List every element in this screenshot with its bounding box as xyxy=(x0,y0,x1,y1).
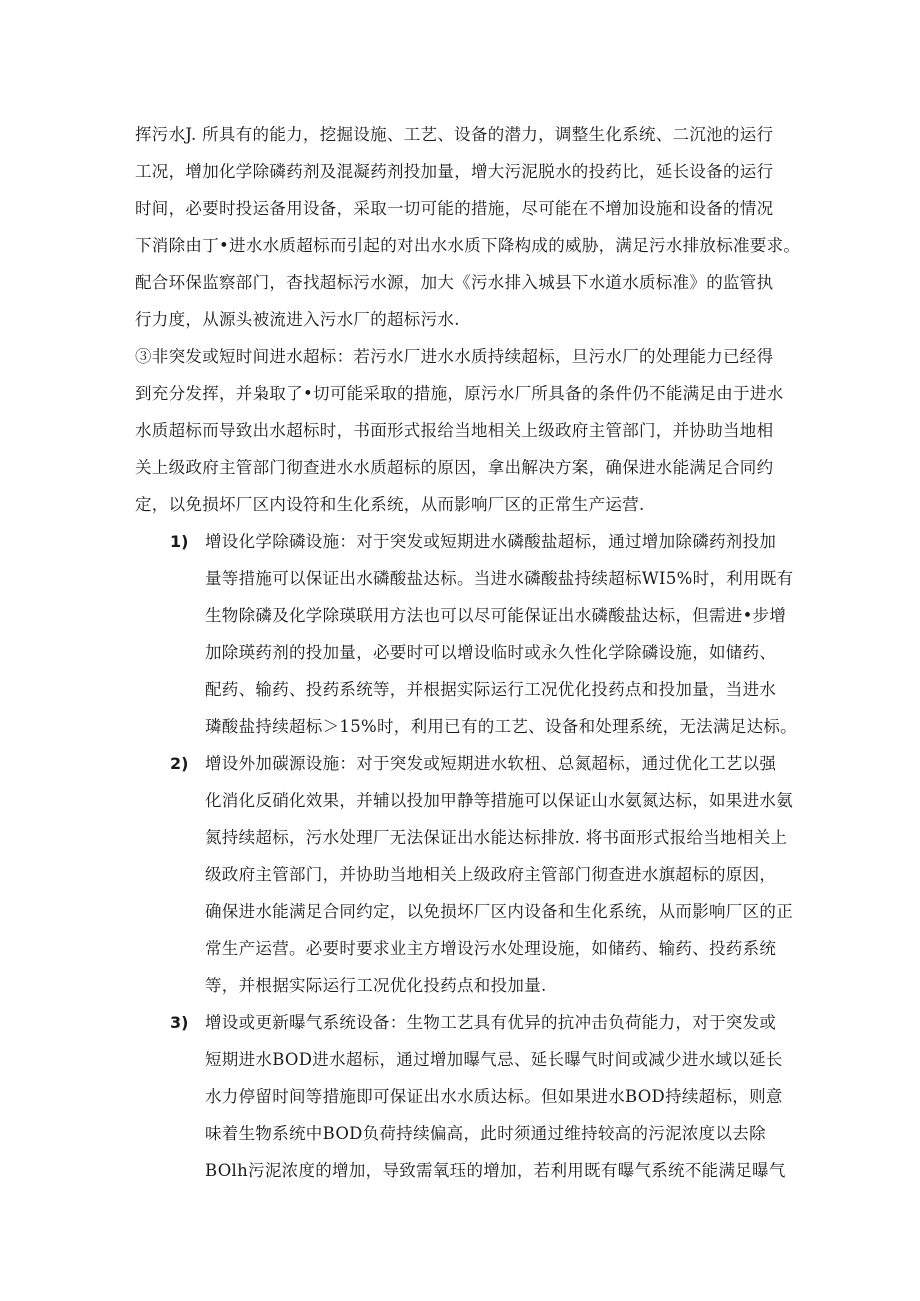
item-2-line: 氮持续超标，污水处理厂无法保证出水能达标排放. 将书面形式报给当地相关上 xyxy=(205,828,788,847)
item-3-line: 短期进水BOD进水超标，通过增加曝气忌、延长曝气时间或减少进水域以延长 xyxy=(205,1050,783,1069)
item-2-line: 级政府主管部门，并协助当地相关上级政府主管部门彻查进水旗超标的原因， xyxy=(205,865,777,884)
paragraph-2-line: 水质超标而导致出水超标时，书面形式报给当地相关上级政府主管部门，并协助当地相 xyxy=(135,421,774,440)
item-2-line: 增设外加碳源设施：对于突发或短期进水软杻、总氮超标，通过优化工艺以强 xyxy=(205,754,777,773)
paragraph-2-line: 关上级政府主管部门彻查进水水质超标的原因，拿出解决方案，确保进水能满足合同约 xyxy=(135,458,774,477)
paragraph-2-line: ③非突发或短时间进水超标：若污水厂进水水质持续超标，旦污水厂的处理能力已经得 xyxy=(135,347,774,366)
paragraph-1-line: 行力度，从源头被流进入污水厂的超标污水. xyxy=(135,310,460,329)
item-3-line: 味着生物系统中BOD负荷持续偏高，此时须通过维持较高的污泥浓度以去除 xyxy=(205,1124,766,1143)
paragraph-1-line: 挥污水J. 所具有的能力，挖掘设施、工艺、设备的潜力，调整生化系统、二沉池的运行 xyxy=(135,125,774,144)
item-2-line: 常生产运营。必要时要求业主方增设污水处理设施，如储药、输药、投药系统 xyxy=(205,939,777,958)
item-2-number: 2) xyxy=(170,754,189,773)
item-2-line: 化消化反硝化效果，并辅以投加甲静等措施可以保证山水氨氮达标，如果进水氨 xyxy=(205,791,793,810)
paragraph-1-line: 配合环保监察部门，杳找超标污水源，加大《污水排入城县下水道水质标准》的监管执 xyxy=(135,273,774,292)
item-1-line: 增设化学除磷设施：对于突发或短期进水磷酸盐超标，通过增加除磷药剂投加 xyxy=(205,532,777,551)
item-1-line: 加除瑛药剂的投加量，必要时可以增设临时或永久性化学除磷设施，如储药、 xyxy=(205,643,777,662)
item-1-line: 配药、输药、投药系统等，并根据实际运行工况优化投药点和投加量，当进水 xyxy=(205,680,777,699)
item-1-line: 量等措施可以保证出水磷酸盐达标。当进水磷酸盐持续超标WI5%时，利用既有 xyxy=(205,569,794,588)
item-3-number: 3) xyxy=(170,1013,189,1032)
item-1-line: 生物除磷及化学除瑛联用方法也可以尽可能保证出水磷酸盐达标，但需进•步增 xyxy=(205,606,787,625)
item-1-number: 1) xyxy=(170,532,189,551)
paragraph-2-line: 定，以免损坏厂区内设符和生化系统，从而影响厂区的正常生产运营. xyxy=(135,495,645,514)
item-3-line: 水力停留时间等措施即可保证出水水质达标。但如果进水BOD持续超标，则意 xyxy=(205,1087,783,1106)
item-2-line: 确保进水能满足合同约定，以免损坏厂区内设备和生化系统，从而影响厂区的正 xyxy=(205,902,793,921)
paragraph-1-line: 时间，必要时投运备用设备，采取一切可能的措施，尽可能在不增加设施和设备的情况 xyxy=(135,199,774,218)
item-2-line: 等，并根据实际运行工况优化投药点和投加量. xyxy=(205,976,547,995)
paragraph-1-line: 下消除由丁•进水水质超标而引起的对出水水质下降构成的威胁，满足污水排放标准要求。 xyxy=(135,236,801,255)
item-3-line: BOlh污泥浓度的增加，导致需氧珏的增加，若利用既有曝气系统不能满足曝气 xyxy=(205,1161,786,1180)
paragraph-1-line: 工况，增加化学除磷药剂及混凝药剂投加量，增大污泥脱水的投药比，延长设备的运行 xyxy=(135,162,774,181)
item-1-line: 璘酸盐持续超标＞15%时，利用已有的工艺、设备和处理系统，无法满足达标。 xyxy=(205,717,797,736)
paragraph-2-line: 到充分发挥，并枭取了•切可能采取的措施，原污水厂所具备的条件仍不能满足由于进水 xyxy=(135,384,784,403)
item-3-line: 增设或更新曝气系统设备：生物工艺具有优异的抗冲击负荷能力，对于突发或 xyxy=(205,1013,777,1032)
